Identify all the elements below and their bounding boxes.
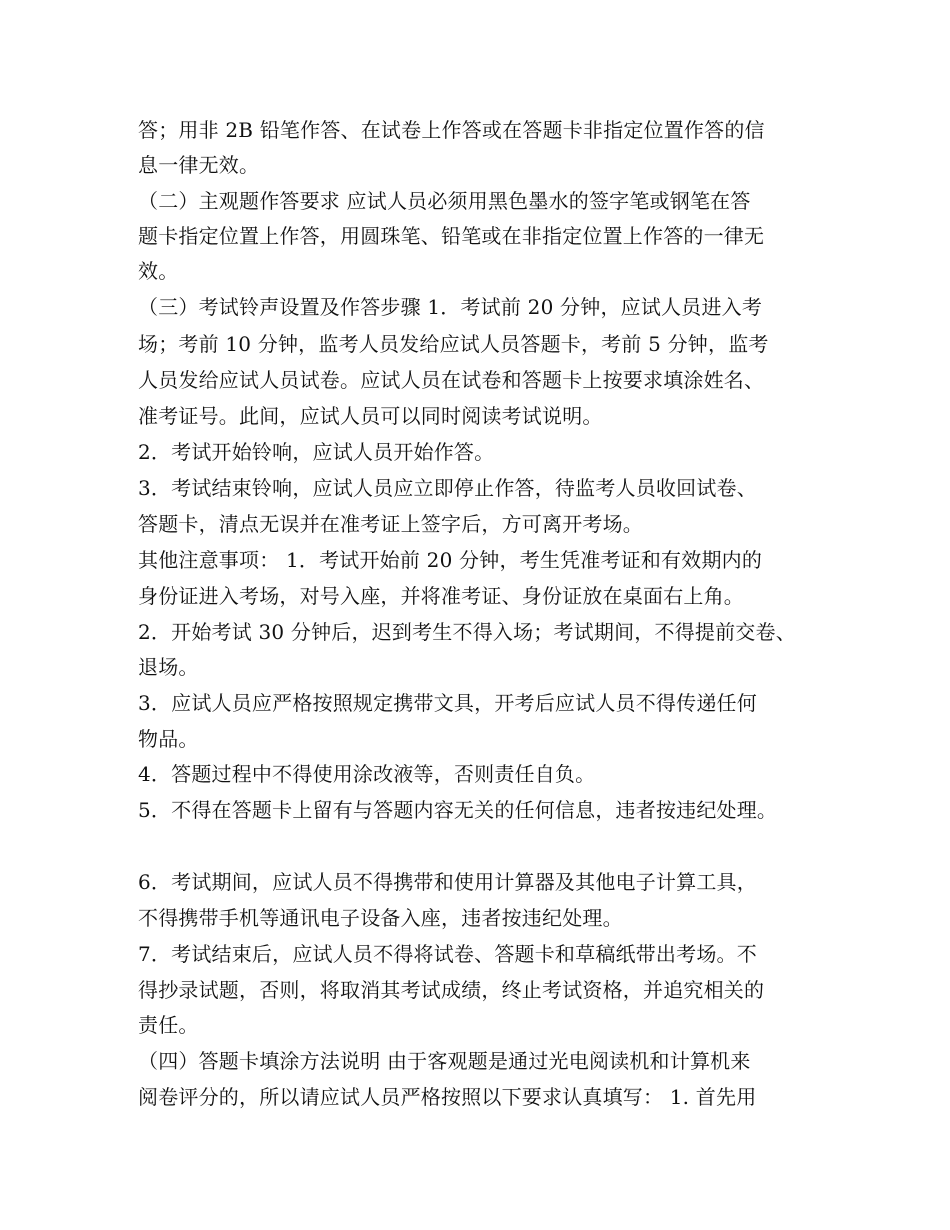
text-line: 身份证进入考场，对号入座，并将准考证、身份证放在桌面右上角。 [138, 584, 744, 608]
text-line: 物品。 [138, 727, 199, 751]
text-line: 5．不得在答题卡上留有与答题内容无关的任何信息，违者按违纪处理。 [138, 798, 778, 822]
text-line: 3．应试人员应严格按照规定携带文具，开考后应试人员不得传递任何 [138, 691, 757, 715]
text-line: 人员发给应试人员试卷。应试人员在试卷和答题卡上按要求填涂姓名、 [138, 368, 765, 392]
text-line: 效。 [138, 259, 179, 283]
text-line: 息一律无效。 [138, 153, 260, 177]
text-line: 不得携带手机等通讯电子设备入座，违者按违纪处理。 [138, 906, 623, 930]
text-line: 答；用非 2B 铅笔作答、在试卷上作答或在答题卡非指定位置作答的信 [138, 118, 765, 142]
text-line: 退场。 [138, 655, 199, 679]
text-line: （二）主观题作答要求 应试人员必须用黑色墨水的签字笔或钢笔在答 [138, 189, 751, 213]
text-line: 得抄录试题，否则，将取消其考试成绩，终止考试资格，并追究相关的 [138, 978, 765, 1002]
text-line: 场；考前 10 分钟，监考人员发给应试人员答题卡，考前 5 分钟，监考 [138, 332, 769, 356]
text-line: 答题卡，清点无误并在准考证上签字后，方可离开考场。 [138, 512, 643, 536]
text-line: （四）答题卡填涂方法说明 由于客观题是通过光电阅读机和计算机来 [138, 1049, 751, 1073]
text-line: 7．考试结束后，应试人员不得将试卷、答题卡和草稿纸带出考场。不 [138, 942, 757, 966]
text-line: （三）考试铃声设置及作答步骤 1．考试前 20 分钟，应试人员进入考 [138, 295, 763, 319]
text-line: 责任。 [138, 1013, 199, 1037]
text-line: 准考证号。此间，应试人员可以同时阅读考试说明。 [138, 404, 603, 428]
text-line: 2．考试开始铃响，应试人员开始作答。 [138, 440, 495, 464]
text-line: 2．开始考试 30 分钟后，迟到考生不得入场；考试期间，不得提前交卷、 [138, 620, 796, 644]
text-line: 阅卷评分的，所以请应试人员严格按照以下要求认真填写： 1. 首先用 [138, 1085, 757, 1109]
text-line: 题卡指定位置上作答，用圆珠笔、铅笔或在非指定位置上作答的一律无 [138, 224, 765, 248]
text-line: 6．考试期间，应试人员不得携带和使用计算器及其他电子计算工具， [138, 870, 757, 894]
text-line: 4．答题过程中不得使用涂改液等，否则责任自负。 [138, 762, 596, 786]
text-line: 其他注意事项： 1．考试开始前 20 分钟，考生凭准考证和有效期内的 [138, 548, 763, 572]
text-line: 3．考试结束铃响，应试人员应立即停止作答，待监考人员收回试卷、 [138, 476, 757, 500]
